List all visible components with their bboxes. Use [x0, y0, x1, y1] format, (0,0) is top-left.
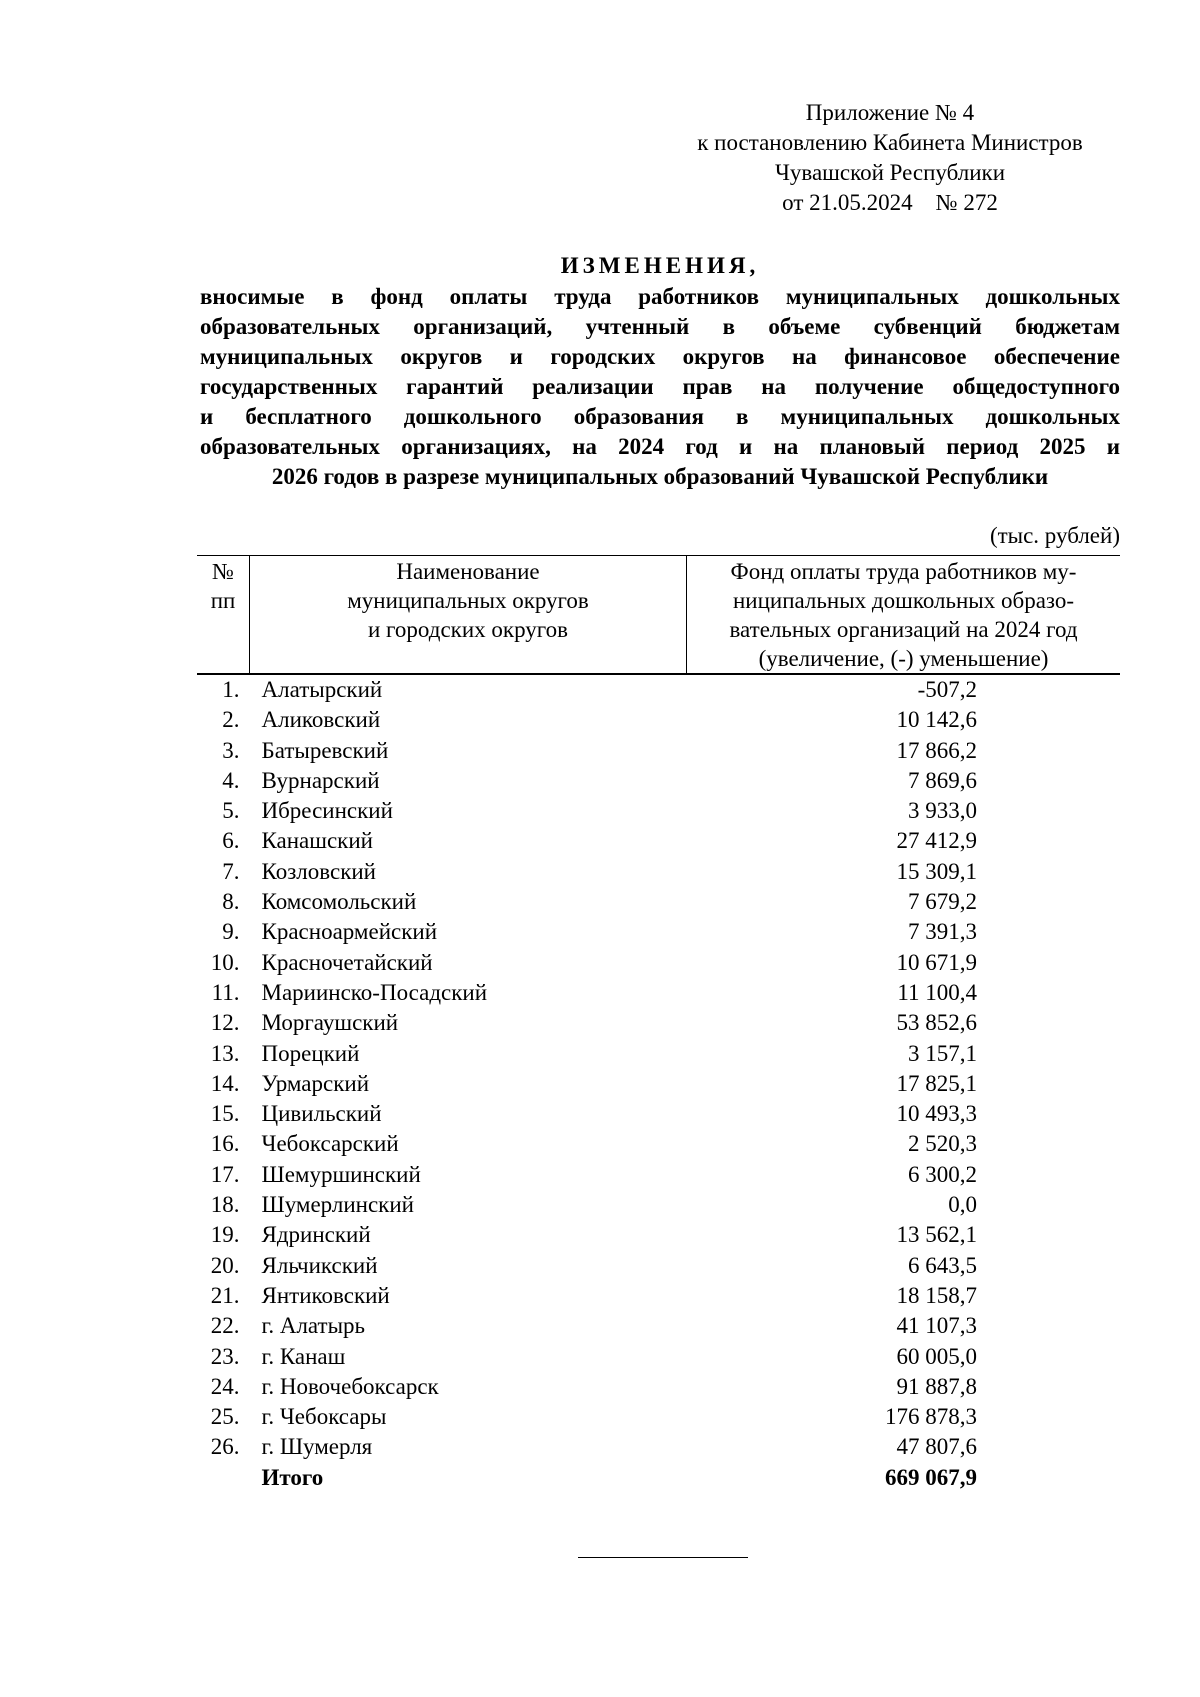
table-row — [197, 826, 1120, 856]
row-name: Цивильский — [261, 1101, 382, 1127]
table-row — [197, 1039, 1120, 1069]
row-name: г. Алатырь — [261, 1313, 366, 1339]
table-row — [197, 948, 1120, 978]
table-row — [197, 1342, 1120, 1372]
row-number: 17. — [210, 1161, 240, 1187]
header-line: Фонд оплаты труда работников му- — [730, 559, 1077, 584]
row-number: 8. — [222, 889, 240, 915]
table-row — [197, 1251, 1120, 1281]
table-row — [197, 1432, 1120, 1462]
subtitle-line: вносимые в фонд оплаты труда работников муниципальных дошкольных — [200, 284, 1120, 309]
row-value: 15 309,1 — [896, 858, 977, 884]
row-value: 3 157,1 — [908, 1040, 977, 1066]
subtitle-line: образовательных организациях, на 2024 год и на плановый период 2025 и — [200, 434, 1120, 459]
table-header-row — [197, 556, 1120, 675]
row-number: 21. — [210, 1282, 240, 1308]
row-value: 6 643,5 — [908, 1252, 977, 1278]
row-name: Алатырский — [261, 677, 383, 702]
row-value: -507,2 — [917, 677, 977, 702]
total-number-cell — [197, 1463, 250, 1493]
row-name: Шемуршинский — [261, 1161, 421, 1187]
row-number: 22. — [210, 1313, 240, 1339]
row-name: г. Чебоксары — [261, 1404, 387, 1430]
header-line: ниципальных дошкольных образо- — [732, 588, 1075, 613]
row-value: 0,0 — [948, 1192, 977, 1218]
row-name: Батыревский — [261, 737, 389, 763]
table-row — [197, 1069, 1120, 1099]
header-line: и городских округов — [368, 617, 568, 642]
row-name: Шумерлинский — [261, 1192, 414, 1218]
closing-divider — [578, 1557, 748, 1558]
total-label: Итого — [261, 1464, 324, 1490]
row-number: 23. — [210, 1343, 240, 1369]
row-value: 7 391,3 — [908, 919, 977, 945]
column-header-name — [250, 556, 687, 675]
row-number: 1. — [222, 677, 240, 702]
subtitle-line: и бесплатного дошкольного образования в муниципальных дошкольных — [200, 404, 1120, 429]
row-number: 9. — [222, 919, 240, 945]
row-number: 16. — [210, 1131, 240, 1157]
row-name: г. Канаш — [261, 1343, 346, 1369]
row-value: 2 520,3 — [908, 1131, 977, 1157]
column-header-value — [687, 556, 1121, 675]
table-row — [197, 1311, 1120, 1341]
row-name: Яльчикский — [261, 1252, 378, 1278]
table-row — [197, 1372, 1120, 1402]
header-line: пп — [210, 588, 236, 613]
row-name: Чебоксарский — [261, 1131, 399, 1157]
column-header-number — [197, 556, 250, 675]
appendix-line: к постановлению Кабинета Министров — [697, 130, 1083, 155]
table-body — [197, 674, 1120, 1493]
row-value: 53 852,6 — [896, 1010, 977, 1036]
row-name: г. Новочебоксарск — [261, 1373, 439, 1399]
table-row — [197, 736, 1120, 766]
row-number: 7. — [222, 858, 240, 884]
table-row — [197, 1402, 1120, 1432]
row-name: Урмарский — [261, 1070, 370, 1096]
header-line: № — [212, 559, 234, 584]
row-value: 41 107,3 — [896, 1313, 977, 1339]
total-value: 669 067,9 — [885, 1464, 977, 1490]
table-row — [197, 766, 1120, 796]
row-name: Вурнарский — [261, 767, 380, 793]
row-number: 11. — [211, 979, 240, 1005]
allocation-table — [197, 555, 1120, 1493]
row-number: 18. — [210, 1192, 240, 1218]
row-number: 26. — [210, 1434, 240, 1460]
row-number: 5. — [222, 798, 240, 824]
table-row — [197, 705, 1120, 735]
row-number: 3. — [222, 737, 240, 763]
row-number: 25. — [210, 1404, 240, 1430]
subtitle-line: государственных гарантий реализации прав на получение общедоступного — [200, 374, 1120, 399]
row-number: 13. — [210, 1040, 240, 1066]
row-value: 17 825,1 — [896, 1070, 977, 1096]
row-number: 14. — [210, 1070, 240, 1096]
header-line: вательных организаций на 2024 год — [729, 617, 1078, 642]
row-number: 20. — [210, 1252, 240, 1278]
header-line: Наименование — [396, 559, 540, 584]
row-name: Мариинско-Посадский — [261, 979, 488, 1005]
row-value: 6 300,2 — [908, 1161, 977, 1187]
row-name: Канашский — [261, 828, 373, 854]
row-value: 17 866,2 — [896, 737, 977, 763]
table-row — [197, 857, 1120, 887]
row-number: 19. — [210, 1222, 240, 1248]
row-name: Красноармейский — [261, 919, 437, 945]
table-row — [197, 796, 1120, 826]
subtitle-line: муниципальных округов и городских округов на финансовое обеспечение — [200, 344, 1120, 369]
row-number: 15. — [210, 1101, 240, 1127]
row-number: 2. — [222, 707, 240, 733]
row-number: 6. — [222, 828, 240, 854]
table-row — [197, 1129, 1120, 1159]
row-value: 10 142,6 — [896, 707, 977, 733]
row-name: Ядринский — [261, 1222, 371, 1248]
appendix-header — [640, 98, 1140, 218]
row-value: 176 878,3 — [885, 1404, 977, 1430]
appendix-line: Чувашской Республики — [774, 160, 1006, 185]
units-label: (тыс. рублей) — [989, 523, 1120, 548]
table-row — [197, 1281, 1120, 1311]
row-name: Комсомольский — [261, 889, 417, 915]
table-row — [197, 1008, 1120, 1038]
row-value: 18 158,7 — [896, 1282, 977, 1308]
row-value: 11 100,4 — [897, 979, 977, 1005]
row-value: 60 005,0 — [896, 1343, 977, 1369]
appendix-line: от 21.05.2024 № 272 — [782, 190, 998, 215]
total-row — [197, 1463, 1120, 1493]
table-row — [197, 1099, 1120, 1129]
appendix-line: Приложение № 4 — [805, 100, 975, 125]
table-row — [197, 978, 1120, 1008]
header-line: (увеличение, (-) уменьшение) — [758, 646, 1049, 671]
row-name: Козловский — [261, 858, 376, 884]
table-row — [197, 917, 1120, 947]
row-name: Янтиковский — [261, 1282, 390, 1308]
row-number: 10. — [210, 949, 240, 975]
row-number: 4. — [222, 767, 240, 793]
row-number: 24. — [210, 1373, 240, 1399]
row-value: 3 933,0 — [908, 798, 977, 824]
row-number: 12. — [210, 1010, 240, 1036]
table-row — [197, 1190, 1120, 1220]
row-value: 7 869,6 — [908, 767, 977, 793]
row-name: Аликовский — [261, 707, 381, 733]
subtitle-line: образовательных организаций, учтенный в объеме субвенций бюджетам — [200, 314, 1120, 339]
document-title: ИЗМЕНЕНИЯ, — [560, 253, 760, 278]
row-name: Красночетайский — [261, 949, 433, 975]
document-subtitle — [200, 282, 1120, 492]
row-value: 13 562,1 — [896, 1222, 977, 1248]
row-name: г. Шумерля — [261, 1434, 373, 1460]
subtitle-line: 2026 годов в разрезе муниципальных образований Чувашской Республики — [271, 464, 1049, 489]
row-name: Моргаушский — [261, 1010, 399, 1036]
table-row — [197, 1160, 1120, 1190]
table-row — [197, 674, 1120, 705]
row-value: 10 671,9 — [896, 949, 977, 975]
row-value: 91 887,8 — [896, 1373, 977, 1399]
row-value: 10 493,3 — [896, 1101, 977, 1127]
row-name: Ибресинский — [261, 798, 393, 824]
row-value: 47 807,6 — [896, 1434, 977, 1460]
row-name: Порецкий — [261, 1040, 360, 1066]
table-row — [197, 887, 1120, 917]
row-value: 27 412,9 — [896, 828, 977, 854]
row-value: 7 679,2 — [908, 889, 977, 915]
header-line: муниципальных округов — [347, 588, 589, 613]
table-row — [197, 1220, 1120, 1250]
